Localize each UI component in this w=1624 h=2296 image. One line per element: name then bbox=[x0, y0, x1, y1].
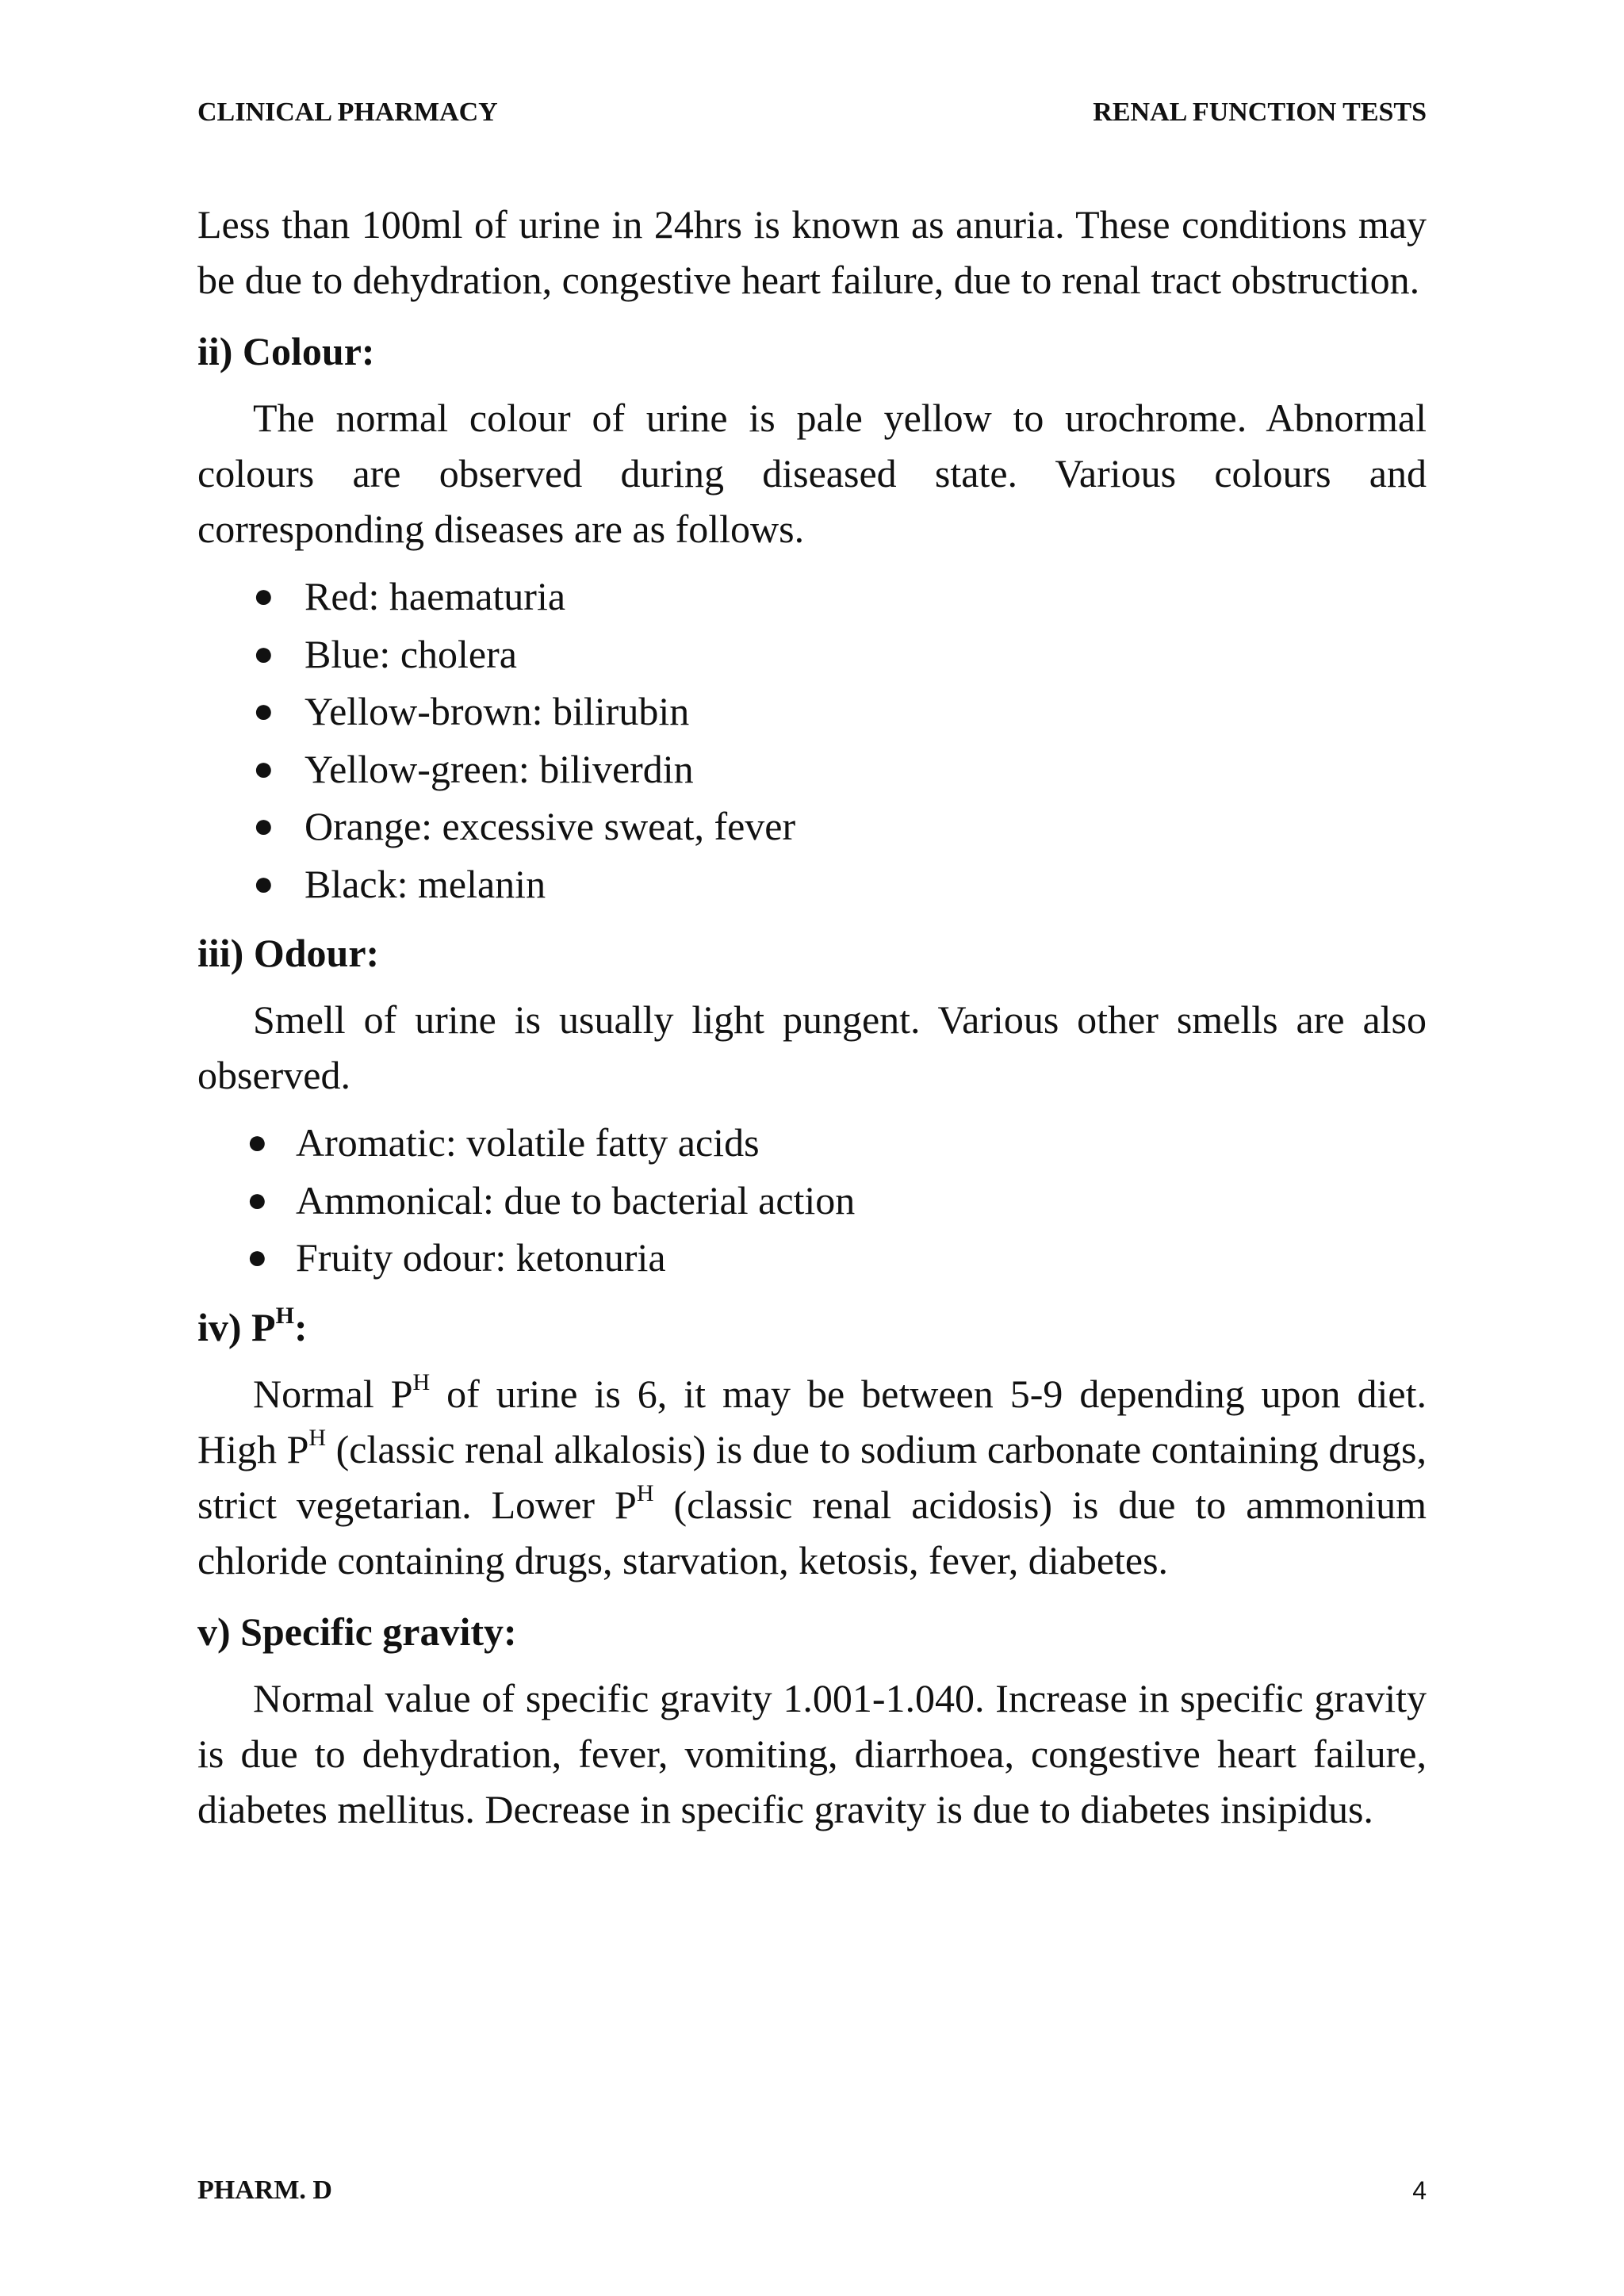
colour-heading: ii) Colour: bbox=[197, 329, 375, 373]
list-item: ● Blue: cholera bbox=[197, 626, 1427, 683]
bullet-icon: ● bbox=[253, 691, 274, 730]
bullet-icon: ● bbox=[247, 1180, 268, 1219]
odour-list bbox=[197, 1114, 1427, 1287]
list-item: ● Orange: excessive sweat, fever bbox=[197, 798, 1427, 855]
footer-left: PHARM. D bbox=[197, 2175, 332, 2205]
bullet-icon: ● bbox=[253, 806, 274, 845]
list-item: ● Red: haematuria bbox=[197, 568, 1427, 626]
bullet-icon: ● bbox=[253, 576, 274, 615]
list-item: ● Aromatic: volatile fatty acids bbox=[197, 1114, 1427, 1172]
list-item: ● Ammonical: due to bacterial action bbox=[197, 1172, 1427, 1230]
colour-paragraph: The normal colour of urine is pale yellow to urochrome. Abnormal colours are observed during diseased state. Various colours and corresponding diseases are as follows. bbox=[197, 396, 1427, 551]
colour-list bbox=[197, 568, 1427, 913]
bullet-icon: ● bbox=[247, 1238, 268, 1276]
list-item: ● Black: melanin bbox=[197, 855, 1427, 913]
list-item: ● Yellow-brown: bilirubin bbox=[197, 683, 1427, 740]
odour-heading: iii) Odour: bbox=[197, 931, 380, 975]
gravity-paragraph: Normal value of specific gravity 1.001-1.040. Increase in specific gravity is due to dehydration, fever, vomiting, diarrhoea, congestive heart failure, diabetes mellitus. Decrease in specific gravity is due to diabetes insipidus. bbox=[197, 1675, 1427, 1831]
page-footer bbox=[197, 2175, 1427, 2206]
bullet-icon: ● bbox=[247, 1123, 268, 1161]
bullet-icon: ● bbox=[253, 633, 274, 673]
list-item: ● Fruity odour: ketonuria bbox=[197, 1229, 1427, 1287]
bullet-icon: ● bbox=[253, 863, 274, 903]
ph-heading: iv) $P^H$: bbox=[197, 1302, 308, 1349]
header-left: CLINICAL PHARMACY bbox=[197, 98, 498, 127]
gravity-heading: v) Specific gravity: bbox=[197, 1609, 517, 1654]
page-header bbox=[197, 97, 1427, 128]
page-content bbox=[197, 197, 1427, 1837]
page-number: 4 bbox=[1412, 2176, 1427, 2205]
ph-paragraph: Normal $P^H$ of urine is 6, it may be between 5-9 depending upon diet. High $P^H$ (classic renal alkalosis) is due to sodium carbonate containing drugs, strict vegetarian. Lower $P^H$ (classic renal acidosis) is due to ammonium chloride containing drugs, starvation, ketosis, fever, diabetes. bbox=[197, 1368, 1427, 1582]
list-item: ● Yellow-green: biliverdin bbox=[197, 740, 1427, 798]
header-right: RENAL FUNCTION TESTS bbox=[1093, 98, 1427, 127]
odour-paragraph: Smell of urine is usually light pungent. Various other smells are also observed. bbox=[197, 997, 1427, 1097]
bullet-icon: ● bbox=[253, 748, 274, 788]
intro-paragraph: Less than 100ml of urine in 24hrs is known as anuria. These conditions may be due to dehydration, congestive heart failure, due to renal tract obstruction. bbox=[197, 202, 1427, 302]
